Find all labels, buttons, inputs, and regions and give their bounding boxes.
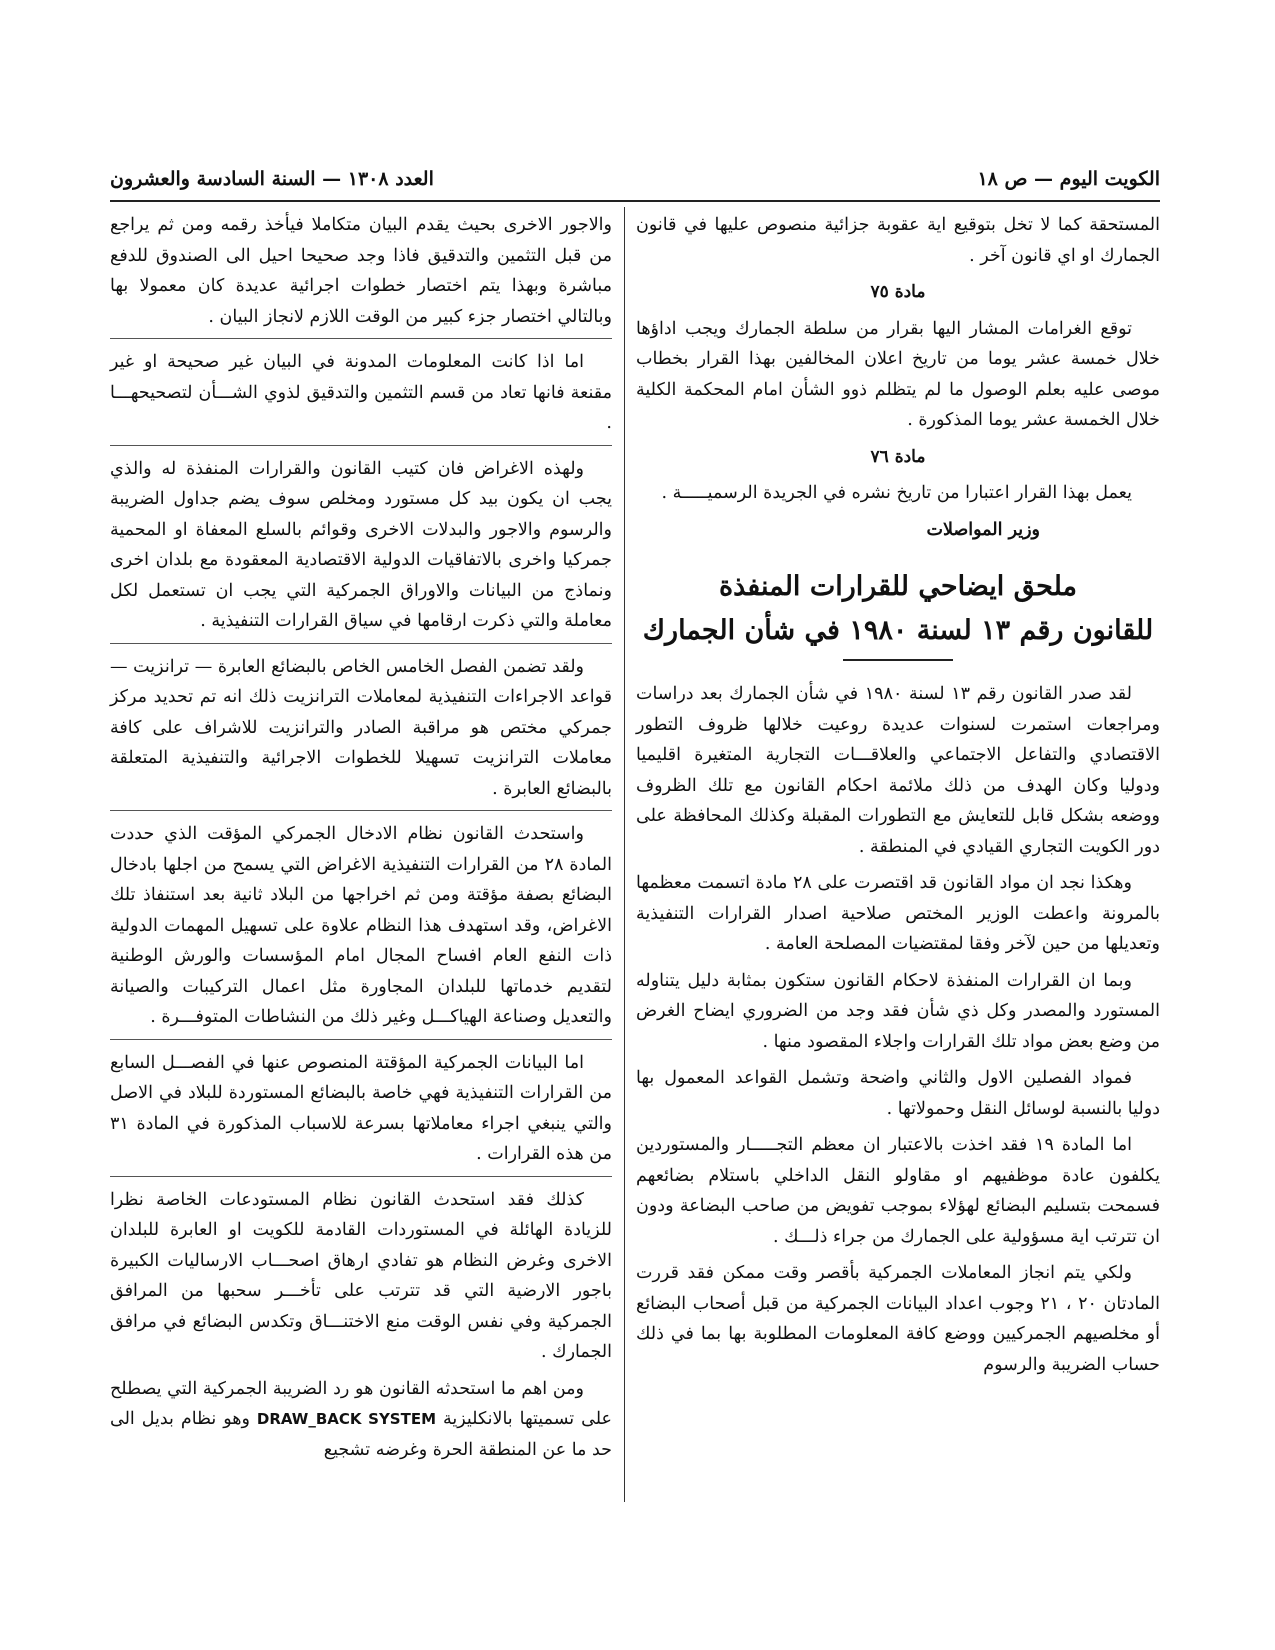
column-divider [624,207,625,1502]
paragraph: فمواد الفصلين الاول والثاني واضحة وتشمل القواعد المعمول بها دوليا بالنسبة لوسائل النقل وحمولاتها . [636,1068,1160,1119]
page-header [110,168,1160,196]
paragraph: المستحقة كما لا تخل بتوقيع اية عقوبة جزائية منصوص عليها في قانون الجمارك او اي قانون آخر . [636,215,1160,266]
paragraph: وبما ان القرارات المنفذة لاحكام القانون ستكون بمثابة دليل يتناوله المستورد والمصدر وكل ذي شأن فقد وجد من الضروري ايضاح الغرض من وضع بعض مواد تلك القرارات واجلاء المقصود منها . [636,970,1160,1052]
paragraph-separator [110,1039,612,1040]
title-underline [843,659,953,661]
paragraph-separator [110,1176,612,1177]
paragraph: واستحدث القانون نظام الادخال الجمركي المؤقت الذي حددت المادة ٢٨ من القرارات التنفيذية الاغراض التي يسمح من اجلها بادخال البضائع بصفة مؤقتة ومن ثم اخراجها من البلاد ثانية بعد استنفاذ تلك الاغراض، وقد استهدف هذا النظام علاوة على تسهيل المهمات الدولية ذات النفع العام افساح المجال امام المؤسسات والورش الوطنية لتقديم خدماتها للبلدان المجاورة مثل اعمال التركيبات والصيانة والتعديل وصناعة الهياكـــل وغير ذلك من النشاطات المتوفـــرة . [110,824,612,1027]
left-column [110,210,612,1471]
header-publication-page: الكويت اليوم — ص ١٨ [977,168,1160,190]
paragraph: ولهذه الاغراض فان كتيب القانون والقرارات المنفذة له والذي يجب ان يكون بيد كل مستورد ومخلص سوف يضم جداول الضريبة والرسوم والاجور والبدلات الاخرى وقوائم بالسلع المعفاة او المحمية جمركيا واخرى بالاتفاقيات الدولية الاقتصادية المعقودة مع بلدان اخرى ونماذج من البيانات والاوراق الجمركية التي يجب ان تستعمل لكل معاملة والتي ذكرت ارقامها في سياق القرارات التنفيذية . [110,458,612,631]
paragraph-separator [110,810,612,811]
paragraph: وهكذا نجد ان مواد القانون قد اقتصرت على ٢٨ مادة اتسمت معظمها بالمرونة واعطت الوزير المختص صلاحية اصدار القرارات التنفيذية وتعديلها من حين لآخر وفقا لمقتضيات المصلحة العامة . [636,873,1160,954]
section-title [636,565,1160,653]
paragraph-separator [110,338,612,339]
paragraph-text: وهو نظام بديل الى حد ما عن المنطقة الحرة وغرضه تشجيع [110,1409,612,1460]
section-title-line2: للقانون رقم ١٣ لسنة ١٩٨٠ في شأن الجمارك [642,615,1154,646]
paragraph: اما البيانات الجمركية المؤقتة المنصوص عنها في الفصـــل السابع من القرارات التنفيذية فهي خاصة بالبضائع المستوردة للبلاد في الاصل والتي ينبغي اجراء معاملاتها بسرعة للاسباب المذكورة في المادة ٣١ من هذه القرارات . [110,1052,612,1164]
paragraph: والاجور الاخرى بحيث يقدم البيان متكاملا فيأخذ رقمه ومن ثم يراجع من قبل التثمين والتدقيق فاذا وجد صحيحا احيل الى الصندوق للدفع مباشرة وبهذا يتم اختصار خطوات اجرائية عديدة كان معمولا بها وبالتالي اختصار جزء كبير من الوقت اللازم لانجاز البيان . [110,215,612,327]
header-issue-year: العدد ١٣٠٨ — السنة السادسة والعشرون [110,168,434,190]
right-column [636,210,1160,1386]
paragraph: لقد صدر القانون رقم ١٣ لسنة ١٩٨٠ في شأن الجمارك بعد دراسات ومراجعات استمرت لسنوات عديدة روعيت خلالها ظروف التطور الاقتصادي والتفاعل الاجتماعي والعلاقـــات التجارية المتغيرة اقليميا ودوليا وكان الهدف من ذلك ملائمة احكام القانون مع تلك الظروف ووضعه بشكل قابل للتعايش مع التطورات المقبلة وكذلك المحافظة على دور الكويت التجاري القيادي في المنطقة . [636,684,1160,857]
paragraph: اما اذا كانت المعلومات المدونة في البيان غير صحيحة او غير مقنعة فانها تعاد من قسم التثمين والتدقيق لذوي الشـــأن لتصحيحهـــا . [110,352,612,433]
section-title-line1: ملحق ايضاحي للقرارات المنفذة [718,571,1078,602]
paragraph-text: ومن اهم ما استحدثه القانون هو رد الضريبة الجمركية التي يصطلح على تسميتها بالانكليزية [110,1378,612,1429]
paragraph-separator [110,643,612,644]
header-rule [110,200,1160,202]
article-heading-75: مادة ٧٥ [870,282,926,302]
paragraph: يعمل بهذا القرار اعتبارا من تاريخ نشره في الجريدة الرسميـــــة . [661,483,1132,503]
paragraph [110,1374,612,1466]
paragraph: اما المادة ١٩ فقد اخذت بالاعتبار ان معظم التجـــــار والمستوردين يكلفون عادة موظفيهم او مقاولو النقل الداخلي باستلام بضائعهم فسمحت بتسليم البضائع لهؤلاء بموجب تفويض من صاحب البضاعة ودون ان تترتب اية مسؤولية على الجمارك من جراء ذلـــك . [636,1135,1160,1247]
paragraph: ولكي يتم انجاز المعاملات الجمركية بأقصر وقت ممكن فقد قررت المادتان ٢٠ ، ٢١ وجوب اعداد البيانات الجمركية من قبل أصحاب البضائع أو مخلصيهم الجمركيين ووضع كافة المعلومات المطلوبة بها بما في ذلك حساب الضريبة والرسوم [636,1263,1161,1375]
paragraph: كذلك فقد استحدث القانون نظام المستودعات الخاصة نظرا للزيادة الهائلة في المستوردات القادمة للكويت او العابرة للبلدان الاخرى وغرض النظام هو تفادي ارهاق اصحـــاب الارساليات الكبيرة باجور الارضية التي قد تترتب على تأخـــر سحبها من المرافق الجمركية وفي نفس الوقت منع الاختنـــاق وتكدس البضائع في مرافق الجمارك . [110,1189,612,1362]
article-heading-76: مادة ٧٦ [870,446,926,467]
minister-signature: وزير المواصلات [926,519,1040,540]
latin-term: DRAW_BACK SYSTEM [256,1410,437,1428]
paragraph-separator [110,445,612,446]
paragraph: توقع الغرامات المشار اليها بقرار من سلطة الجمارك ويجب اداؤها خلال خمسة عشر يوما من تاريخ اعلان المخالفين بهذا القرار بخطاب موصى عليه بعلم الوصول ما لم يتظلم ذوو الشأن امام المحكمة الكلية خلال الخمسة عشر يوما المذكورة . [636,318,1160,430]
paragraph: ولقد تضمن الفصل الخامس الخاص بالبضائع العابرة — ترانزيت — قواعد الاجراءات التنفيذية لمعاملات الترانزيت ذلك انه تم تحديد مركز جمركي مختص هو مراقبة الصادر والترانزيت للاشراف على كافة معاملات الترانزيت تسهيلا للخطوات الاجرائية والتنفيذية المتعلقة بالبضائع العابرة . [110,656,612,799]
